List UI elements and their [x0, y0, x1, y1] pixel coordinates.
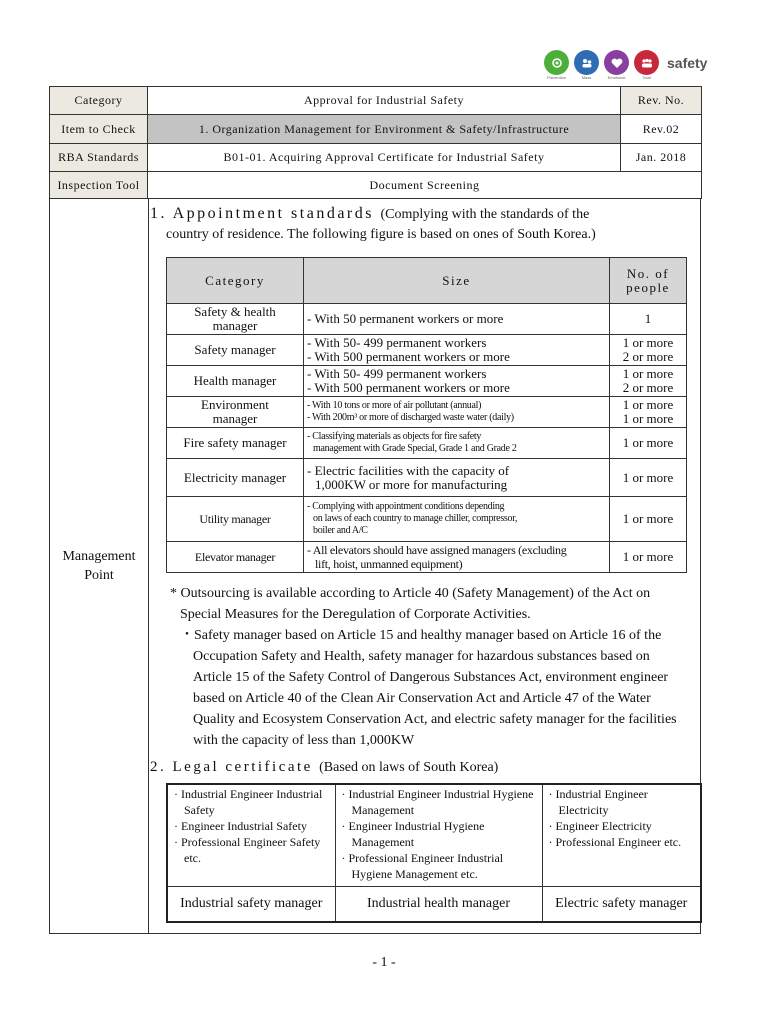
rba-row: [50, 144, 702, 172]
table-row: [167, 366, 687, 397]
logo-wordmark: safety: [667, 55, 708, 71]
row-people: 1 or more 2 or more: [610, 335, 687, 366]
certificate-item: · Industrial Engineer Industrial Safety: [174, 787, 323, 817]
certificate-list: [167, 784, 335, 886]
row-category: Utility manager: [167, 497, 304, 542]
note-line: Special Measures for the Deregulation of Corporate Activities.: [180, 607, 531, 622]
row-category: Safety & health manager: [167, 304, 304, 335]
table-row: [167, 497, 687, 542]
section2-heading: [150, 759, 498, 776]
rev-label: Rev. No.: [621, 87, 702, 115]
mass-caption: Mass: [581, 75, 592, 80]
row-size: - With 50- 499 permanent workers - With 500 permanent workers or more: [304, 366, 610, 397]
safety-logo: [543, 50, 707, 81]
header-table: [49, 86, 702, 199]
section1-subtitle-line2: country of residence. The following figure is based on ones of South Korea.): [166, 227, 596, 242]
section1-subtitle: (Complying with the standards of the: [380, 207, 590, 222]
row-people: 1 or more: [610, 459, 687, 497]
col-size-header: Size: [304, 258, 610, 304]
certificate-item: · Industrial Engineer Electricity: [548, 787, 648, 817]
table-row: [167, 428, 687, 459]
management-label-line1: Management: [62, 549, 136, 564]
section2-subtitle: (Based on laws of South Korea): [319, 760, 499, 775]
table-row: [167, 542, 687, 573]
certificate-table: [166, 783, 702, 923]
col-category-header: Category: [167, 258, 304, 304]
row-people: 1 or more: [610, 497, 687, 542]
bullet-line: Occupation Safety and Health, safety manager for hazardous substances based on: [193, 649, 650, 664]
section1-heading: [150, 205, 700, 223]
certificate-item: · Industrial Engineer Industrial Hygiene Management: [341, 787, 534, 817]
tool-label: Inspection Tool: [50, 172, 148, 199]
outsourcing-notes: [170, 583, 694, 751]
row-category: Environment manager: [167, 397, 304, 428]
certificate-item: · Engineer Electricity: [548, 819, 652, 833]
tool-value: Document Screening: [148, 172, 702, 199]
col-people-header-line1: No. of: [626, 265, 670, 281]
certificate-item: · Professional Engineer Industrial Hygiene Management etc.: [341, 851, 504, 881]
emotional-caption: Emotional: [607, 75, 626, 80]
col-people-header: [610, 258, 687, 304]
certificate-item: · Professional Engineer etc.: [548, 835, 682, 849]
row-category: Fire safety manager: [167, 428, 304, 459]
certificate-role: Industrial health manager: [335, 886, 542, 922]
table-row: [167, 335, 687, 366]
row-category: Electricity manager: [167, 459, 304, 497]
mass-icon: [574, 50, 599, 75]
table-row: [167, 459, 687, 497]
management-section: [49, 198, 701, 934]
item-row: [50, 115, 702, 144]
row-people: 1 or more 1 or more: [610, 397, 687, 428]
total-caption: Total: [642, 75, 651, 80]
row-people: 1: [610, 304, 687, 335]
certificate-item: · Professional Engineer Safety etc.: [174, 835, 321, 865]
item-value: 1. Organization Management for Environment & Safety/Infrastructure: [148, 115, 621, 144]
total-badge: [633, 50, 660, 81]
emotional-badge: [603, 50, 630, 81]
category-label: Category: [50, 87, 148, 115]
prevention-caption: Prevention: [546, 75, 567, 80]
item-label: Item to Check: [50, 115, 148, 144]
certificate-role: Industrial safety manager: [167, 886, 335, 922]
rba-value: B01-01. Acquiring Approval Certificate for Industrial Safety: [148, 144, 621, 172]
row-people: 1 or more: [610, 542, 687, 573]
row-size: - With 10 tons or more of air pollutant (annual) - With 200m³ or more of discharged waste water (daily): [304, 397, 610, 428]
certificate-item: · Engineer Industrial Safety: [174, 819, 307, 833]
total-icon: [634, 50, 659, 75]
certificate-item: · Engineer Industrial Hygiene Management: [341, 819, 485, 849]
mass-badge: [573, 50, 600, 81]
table-row: [167, 397, 687, 428]
row-people: 1 or more 2 or more: [610, 366, 687, 397]
bullet-line: with the capacity of less than 1,000KW: [193, 733, 415, 748]
management-label: [50, 199, 149, 933]
row-size: - Classifying materials as objects for fire safety management with Grade Special, Grade 1 and Grade 2: [304, 428, 610, 459]
row-size: - All elevators should have assigned managers (excluding lift, hoist, unmanned equipment): [304, 542, 610, 573]
certificate-items-row: [167, 784, 701, 886]
row-size: - With 50 permanent workers or more: [304, 304, 610, 335]
certificate-role: Electric safety manager: [542, 886, 701, 922]
prevention-badge: [543, 50, 570, 81]
appointment-header-row: [167, 258, 687, 304]
bullet-line: ・Safety manager based on Article 15 and healthy manager based on Article 16 of the: [180, 628, 662, 643]
row-size: - With 50- 499 permanent workers - With 500 permanent workers or more: [304, 335, 610, 366]
section2-title: 2. Legal certificate: [150, 759, 313, 775]
table-row: [167, 304, 687, 335]
tool-row: [50, 172, 702, 199]
row-category: Elevator manager: [167, 542, 304, 573]
row-size: - Electric facilities with the capacity of 1,000KW or more for manufacturing: [304, 459, 610, 497]
appointment-table: [166, 257, 687, 573]
category-value: Approval for Industrial Safety: [148, 87, 621, 115]
bullet-line: Article 15 of the Safety Control of Dangerous Substances Act, environment engineer: [193, 670, 669, 685]
row-size: - Complying with appointment conditions depending on laws of each country to manage chiller, compressor, boiler and A/C: [304, 497, 610, 542]
row-category: Safety manager: [167, 335, 304, 366]
note-line: * Outsourcing is available according to Article 40 (Safety Management) of the Act on: [170, 586, 651, 601]
bullet-line: based on Article 40 of the Clean Air Conservation Act and Article 47 of the Water: [193, 691, 651, 706]
col-people-header-line2: people: [626, 279, 670, 295]
rba-label: RBA Standards: [50, 144, 148, 172]
section1-title: 1. Appointment standards: [150, 205, 374, 222]
rev-value: Rev.02: [621, 115, 702, 144]
date-value: Jan. 2018: [621, 144, 702, 172]
certificate-list: [542, 784, 701, 886]
category-row: [50, 87, 702, 115]
certificate-roles-row: [167, 886, 701, 922]
row-category: Health manager: [167, 366, 304, 397]
emotional-icon: [604, 50, 629, 75]
prevention-icon: [544, 50, 569, 75]
bullet-line: Quality and Ecosystem Conservation Act, and electric safety manager for the facilities: [193, 712, 677, 727]
certificate-list: [335, 784, 542, 886]
row-people: 1 or more: [610, 428, 687, 459]
management-content: [150, 205, 700, 911]
management-label-line2: Point: [84, 568, 114, 583]
page-number: - 1 -: [372, 955, 396, 970]
